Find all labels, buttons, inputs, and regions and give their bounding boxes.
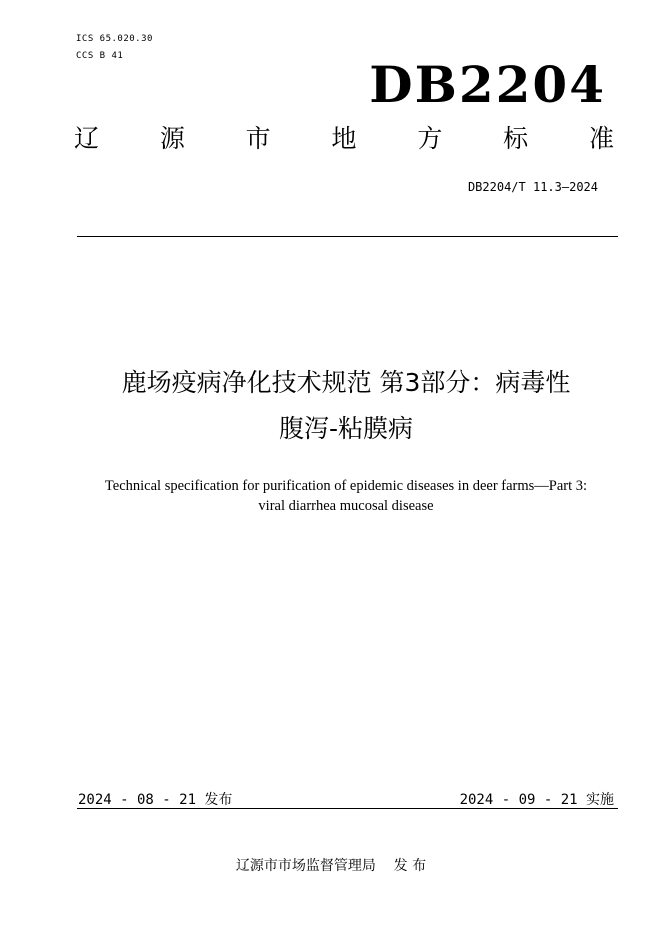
english-title <box>70 476 622 516</box>
english-title-line: viral diarrhea mucosal disease <box>258 498 434 514</box>
document-number: DB2204/T 11.3—2024 <box>467 180 598 194</box>
standard-type-heading <box>74 126 614 151</box>
standard-type-char: 辽 <box>74 124 100 153</box>
footer-divider <box>77 808 618 809</box>
chinese-title <box>70 360 622 452</box>
header-divider <box>77 236 618 237</box>
implementation-date: 2024 - 09 - 21 实施 <box>459 792 614 808</box>
chinese-title-line: 鹿场疫病净化技术规范 第3部分：病毒性 <box>121 368 571 397</box>
standard-type-char: 准 <box>588 124 614 153</box>
issue-date: 2024 - 08 - 21 发布 <box>78 792 233 808</box>
standard-type-char: 方 <box>417 124 443 153</box>
standard-type-char: 地 <box>331 124 357 153</box>
issuing-authority: 辽源市市场监督管理局 发 布 <box>235 858 427 874</box>
ccs-code: CCS B 41 <box>76 51 124 61</box>
standard-type-char: 市 <box>245 124 271 153</box>
chinese-title-line: 腹泻-粘膜病 <box>278 414 414 443</box>
english-title-line: Technical specification for purification of epidemic diseases in deer farms—Part 3: <box>104 478 588 494</box>
ics-code: ICS 65.020.30 <box>76 34 153 44</box>
standard-type-char: 标 <box>503 124 529 153</box>
db-logo: DB2204 <box>369 55 606 114</box>
standard-type-char: 源 <box>159 124 185 153</box>
